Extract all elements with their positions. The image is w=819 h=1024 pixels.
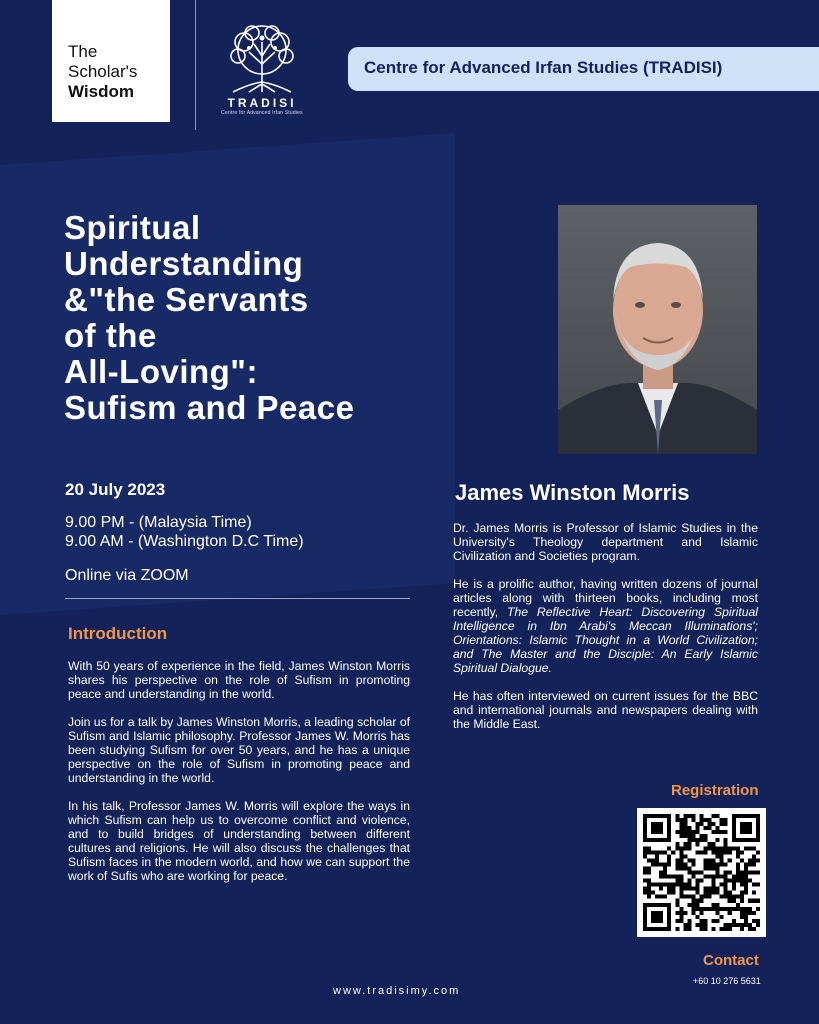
intro-paragraph: Join us for a talk by James Winston Morris, a leading scholar of Sufism and Islamic philosophy. Professor James W. Morris has been studying Sufism for over 50 years, and he has a unique perspective on the role of Sufism in promoting peace and understanding in the world. [68, 715, 410, 785]
bio-books: The Reflective Heart: Discovering Spiritual Intelligence in Ibn Arabi's Meccan Illuminations'; Orientations: Islamic Thought in a World Civilization; and The Master and the Disciple: An Early Islamic Spiritual Dialogue. [453, 605, 758, 675]
header-divider [195, 0, 196, 130]
introduction-heading: Introduction [68, 624, 168, 643]
scholars-wisdom-badge [52, 0, 170, 122]
registration-qr-code[interactable] [637, 808, 766, 937]
tradisi-logo [213, 22, 311, 124]
centre-name-banner: Centre for Advanced Irfan Studies (TRADISI) [348, 47, 819, 91]
registration-label: Registration [671, 782, 759, 799]
contact-label: Contact [703, 952, 759, 969]
section-divider [65, 598, 410, 599]
title-line: Understanding [64, 245, 304, 282]
bio-text: He is a prolific author, having written dozens of journal articles along with thirteen books, including most recently, [453, 577, 758, 619]
time-washington: 9.00 AM - (Washington D.C Time) [65, 533, 304, 550]
speaker-photo [558, 205, 757, 454]
title-line: of the [64, 317, 157, 354]
title-line: &"the Servants [64, 281, 309, 318]
contact-phone[interactable]: +60 10 276 5631 [693, 976, 761, 986]
qr-code-icon [643, 814, 760, 931]
bio-paragraph: Dr. James Morris is Professor of Islamic Studies in the University's Theology department and Islamic Civilization and Societies program. [453, 521, 758, 563]
website-link[interactable]: www.tradisimy.com [333, 985, 461, 997]
badge-line-1: The [68, 42, 98, 61]
event-date: 20 July 2023 [65, 480, 166, 499]
intro-paragraph: With 50 years of experience in the field, James Winston Morris shares his perspective on the role of Sufism in promoting peace and understanding in the world. [68, 659, 410, 701]
badge-line-2: Scholar's [68, 62, 138, 81]
logo-tagline: Centre for Advanced Irfan Studies [221, 110, 303, 116]
title-line: Spiritual [64, 209, 201, 246]
logo-brand: TRADISI [227, 96, 297, 110]
bio-paragraph: He has often interviewed on current issues for the BBC and international journals and newspapers dealing with the Middle East. [453, 689, 758, 731]
event-venue: Online via ZOOM [65, 567, 189, 584]
portrait-illustration [558, 205, 757, 454]
time-malaysia: 9.00 PM - (Malaysia Time) [65, 514, 252, 531]
introduction-text [68, 659, 410, 897]
title-line: Sufism and Peace [64, 389, 355, 426]
intro-paragraph: In his talk, Professor James W. Morris will explore the ways in which Sufism can help us to overcome conflict and violence, and to build bridges of understanding between different cultures and religions. He will also discuss the challenges that Sufism faces in the modern world, and how we can support the work of Sufis who are working for peace. [68, 799, 410, 883]
event-times [65, 513, 304, 551]
badge-line-3: Wisdom [68, 82, 134, 101]
bio-paragraph [453, 577, 758, 675]
speaker-name: James Winston Morris [455, 480, 690, 505]
speaker-bio [453, 521, 758, 745]
tree-icon [219, 22, 305, 94]
title-line: All-Loving": [64, 353, 258, 390]
event-title [64, 210, 434, 426]
